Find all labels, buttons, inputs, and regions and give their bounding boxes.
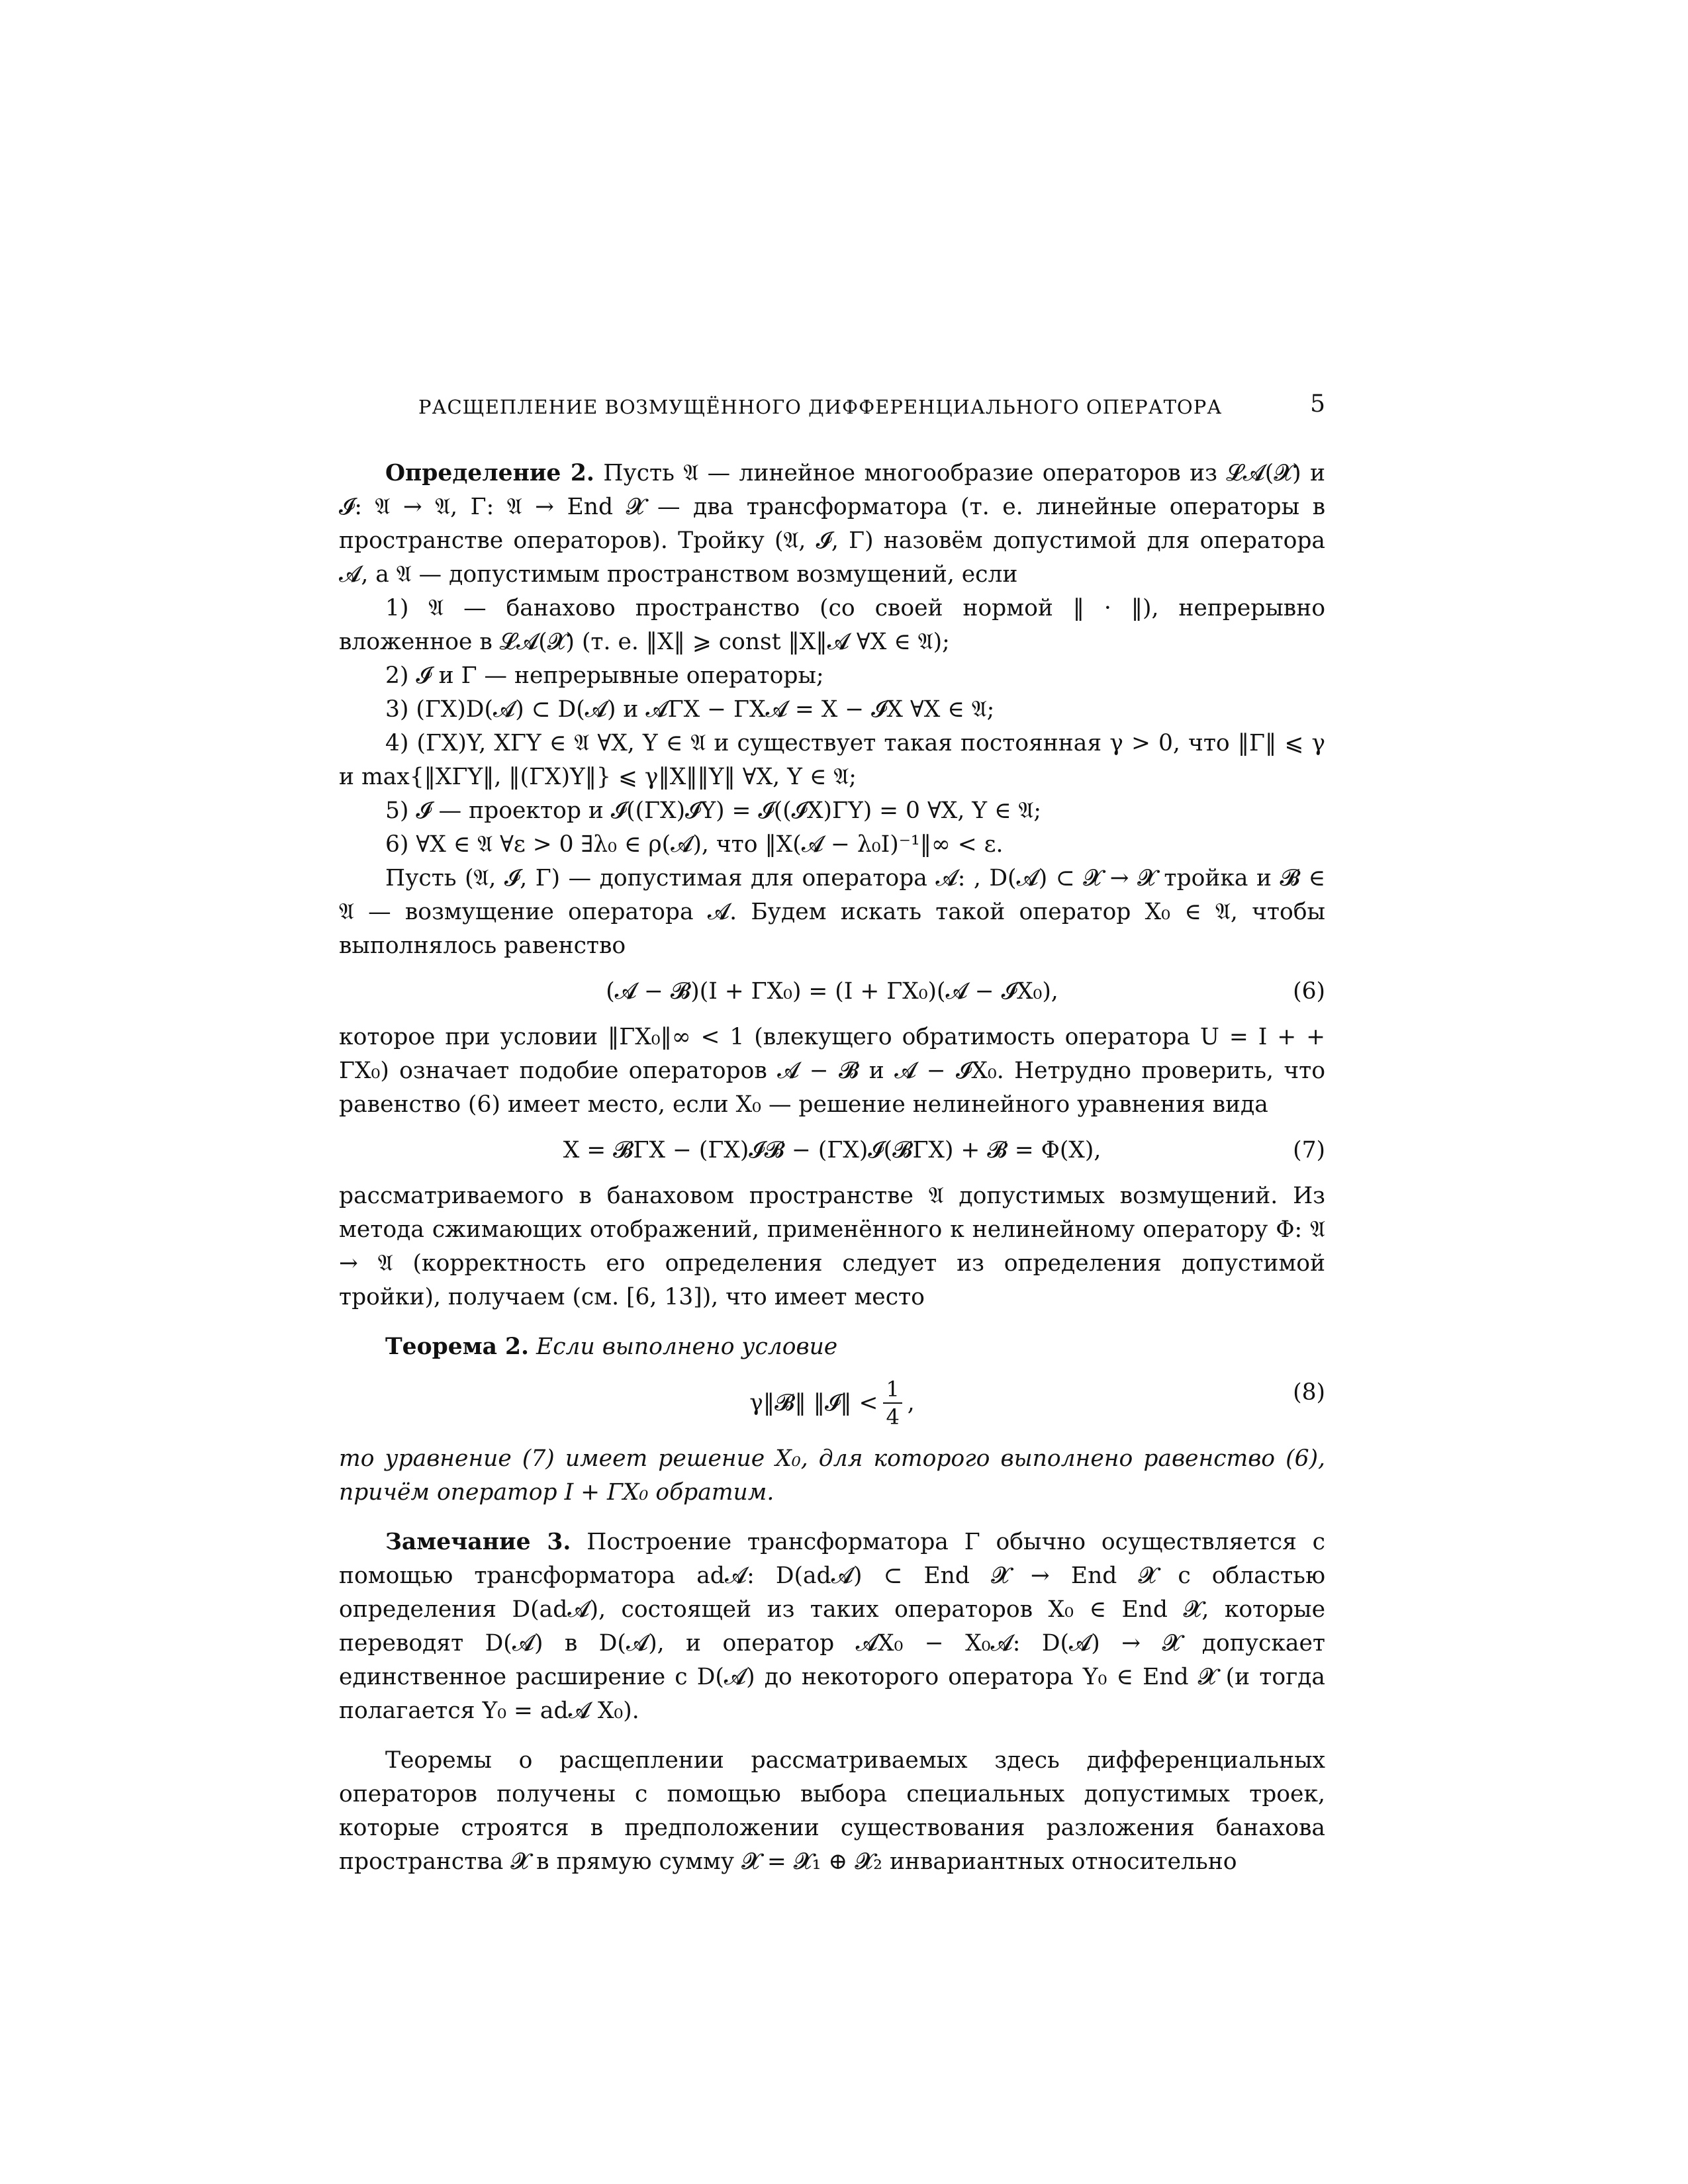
equation-8-body <box>749 1376 915 1430</box>
equation-6-number: (6) <box>1293 978 1325 1005</box>
equation-7 <box>339 1134 1325 1167</box>
equation-8-fraction <box>883 1376 902 1430</box>
equation-8-number: (8) <box>1293 1379 1325 1406</box>
definition-item-4: 4) (ΓX)Y, XΓY ∈ 𝔄 ∀X, Y ∈ 𝔄 и существует такая постоянная γ > 0, что ‖Γ‖ ⩽ γ и max{‖XΓY‖, ‖(ΓX)Y‖} ⩽ γ‖X‖‖Y‖ ∀X, Y ∈ 𝔄; <box>339 730 1325 790</box>
definition-2 <box>339 457 1325 592</box>
running-head <box>339 390 1325 430</box>
definition-item-2: 2) 𝓘 и Γ — непрерывные операторы; <box>385 662 824 689</box>
equation-6-body: (𝓐 − 𝓑)(I + ΓX₀) = (I + ΓX₀)(𝓐 − 𝓘X₀), <box>606 978 1058 1005</box>
remark-3-label: Замечание 3. <box>385 1529 571 1555</box>
definition-2-label: Определение 2. <box>385 460 594 486</box>
theorem-2-conclusion: то уравнение (7) имеет решение X₀, для которого выполнено равенство (6), причём оператор I + ΓX₀ обратим. <box>339 1445 1325 1506</box>
page-body <box>339 457 1325 1879</box>
equation-8-denominator: 4 <box>886 1404 900 1430</box>
document-page <box>339 377 1325 1939</box>
equation-8-numerator: 1 <box>883 1376 902 1404</box>
equation-6 <box>339 975 1325 1009</box>
definition-item-5: 5) 𝓘 — проектор и 𝓘((ΓX)𝓘Y) = 𝓘((𝓘X)ΓY) = 0 ∀X, Y ∈ 𝔄; <box>385 797 1041 824</box>
definition-item-3: 3) (ΓX)D(𝓐) ⊂ D(𝓐) и 𝓐ΓX − ΓX𝓐 = X − 𝓘X ∀X ∈ 𝔄; <box>385 696 995 723</box>
equation-8 <box>339 1376 1325 1430</box>
theorem-2 <box>339 1330 1325 1364</box>
equation-8-left: γ‖𝓑‖ ‖𝓘‖ < <box>749 1389 878 1416</box>
theorem-2-label: Теорема 2. <box>385 1334 530 1360</box>
paragraph-2: которое при условии ‖ΓX₀‖∞ < 1 (влекущего обратимость оператора U = I + + ΓX₀) означает подобие операторов 𝓐 − 𝓑 и 𝓐 − 𝓘X₀. Нетрудно проверить, что равенство (6) имеет место, если X₀ — решение нелинейного уравнения вида <box>339 1024 1325 1118</box>
remark-3 <box>339 1525 1325 1728</box>
equation-7-body: X = 𝓑ΓX − (ΓX)𝓘𝓑 − (ΓX)𝓘(𝓑ΓX) + 𝓑 = Φ(X), <box>563 1137 1102 1163</box>
paragraph-4: Теоремы о расщеплении рассматриваемых здесь дифференциальных операторов получены с помощью выбора специальных допустимых троек, которые строятся в предположении существования разложения банахова пространства 𝓧 в прямую сумму 𝓧 = 𝓧₁ ⊕ 𝓧₂ инвариантных относительно <box>339 1747 1325 1875</box>
definition-item-6: 6) ∀X ∈ 𝔄 ∀ε > 0 ∃λ₀ ∈ ρ(𝓐), что ‖X(𝓐 − λ₀I)⁻¹‖∞ < ε. <box>385 831 1004 858</box>
definition-item-1: 1) 𝔄 — банахово пространство (со своей нормой ‖ · ‖), непрерывно вложенное в 𝓛𝓐(𝓧) (т. е. ‖X‖ ⩾ const ‖X‖𝓐 ∀X ∈ 𝔄); <box>339 595 1325 655</box>
paragraph-1: Пусть (𝔄, 𝓘, Γ) — допустимая для оператора 𝓐: , D(𝓐) ⊂ 𝓧 → 𝓧 тройка и 𝓑 ∈ 𝔄 — возмущение оператора 𝓐. Будем искать такой оператор X₀ ∈ 𝔄, чтобы выполнялось равенство <box>339 865 1325 959</box>
definition-2-text: Пусть 𝔄 — линейное многообразие операторов из 𝓛𝓐(𝓧) и 𝓘: 𝔄 → 𝔄, Γ: 𝔄 → End 𝓧 — два трансформатора (т. е. линейные операторы в пространстве операторов). Тройку (𝔄, 𝓘, Γ) назовём допустимой для оператора 𝓐, а 𝔄 — допустимым пространством возмущений, если <box>339 460 1326 588</box>
remark-3-text: Построение трансформатора Γ обычно осуществляется с помощью трансформатора ad𝓐: D(ad𝓐) ⊂ End 𝓧 → End 𝓧 с областью определения D(ad𝓐), состоящей из таких операторов X₀ ∈ End 𝓧, которые переводят D(𝓐) в D(𝓐), и оператор 𝓐X₀ − X₀𝓐: D(𝓐) → 𝓧 допускает единственное расширение с D(𝓐) до некоторого оператора Y₀ ∈ End 𝓧 (и тогда полагается Y₀ = ad𝓐 X₀). <box>339 1529 1325 1724</box>
page-number: 5 <box>1310 390 1325 418</box>
theorem-2-text: Если выполнено условие <box>536 1334 838 1360</box>
equation-8-tail: , <box>907 1389 915 1416</box>
equation-7-number: (7) <box>1293 1137 1325 1163</box>
paragraph-3: рассматриваемого в банаховом пространстве 𝔄 допустимых возмущений. Из метода сжимающих отображений, применённого к нелинейному оператору Φ: 𝔄 → 𝔄 (корректность его определения следует из определения допустимой тройки), получаем (см. [6, 13]), что имеет место <box>339 1183 1325 1310</box>
running-title: РАСЩЕПЛЕНИЕ ВОЗМУЩЁННОГО ДИФФЕРЕНЦИАЛЬНОГО ОПЕРАТОРА <box>418 396 1223 418</box>
